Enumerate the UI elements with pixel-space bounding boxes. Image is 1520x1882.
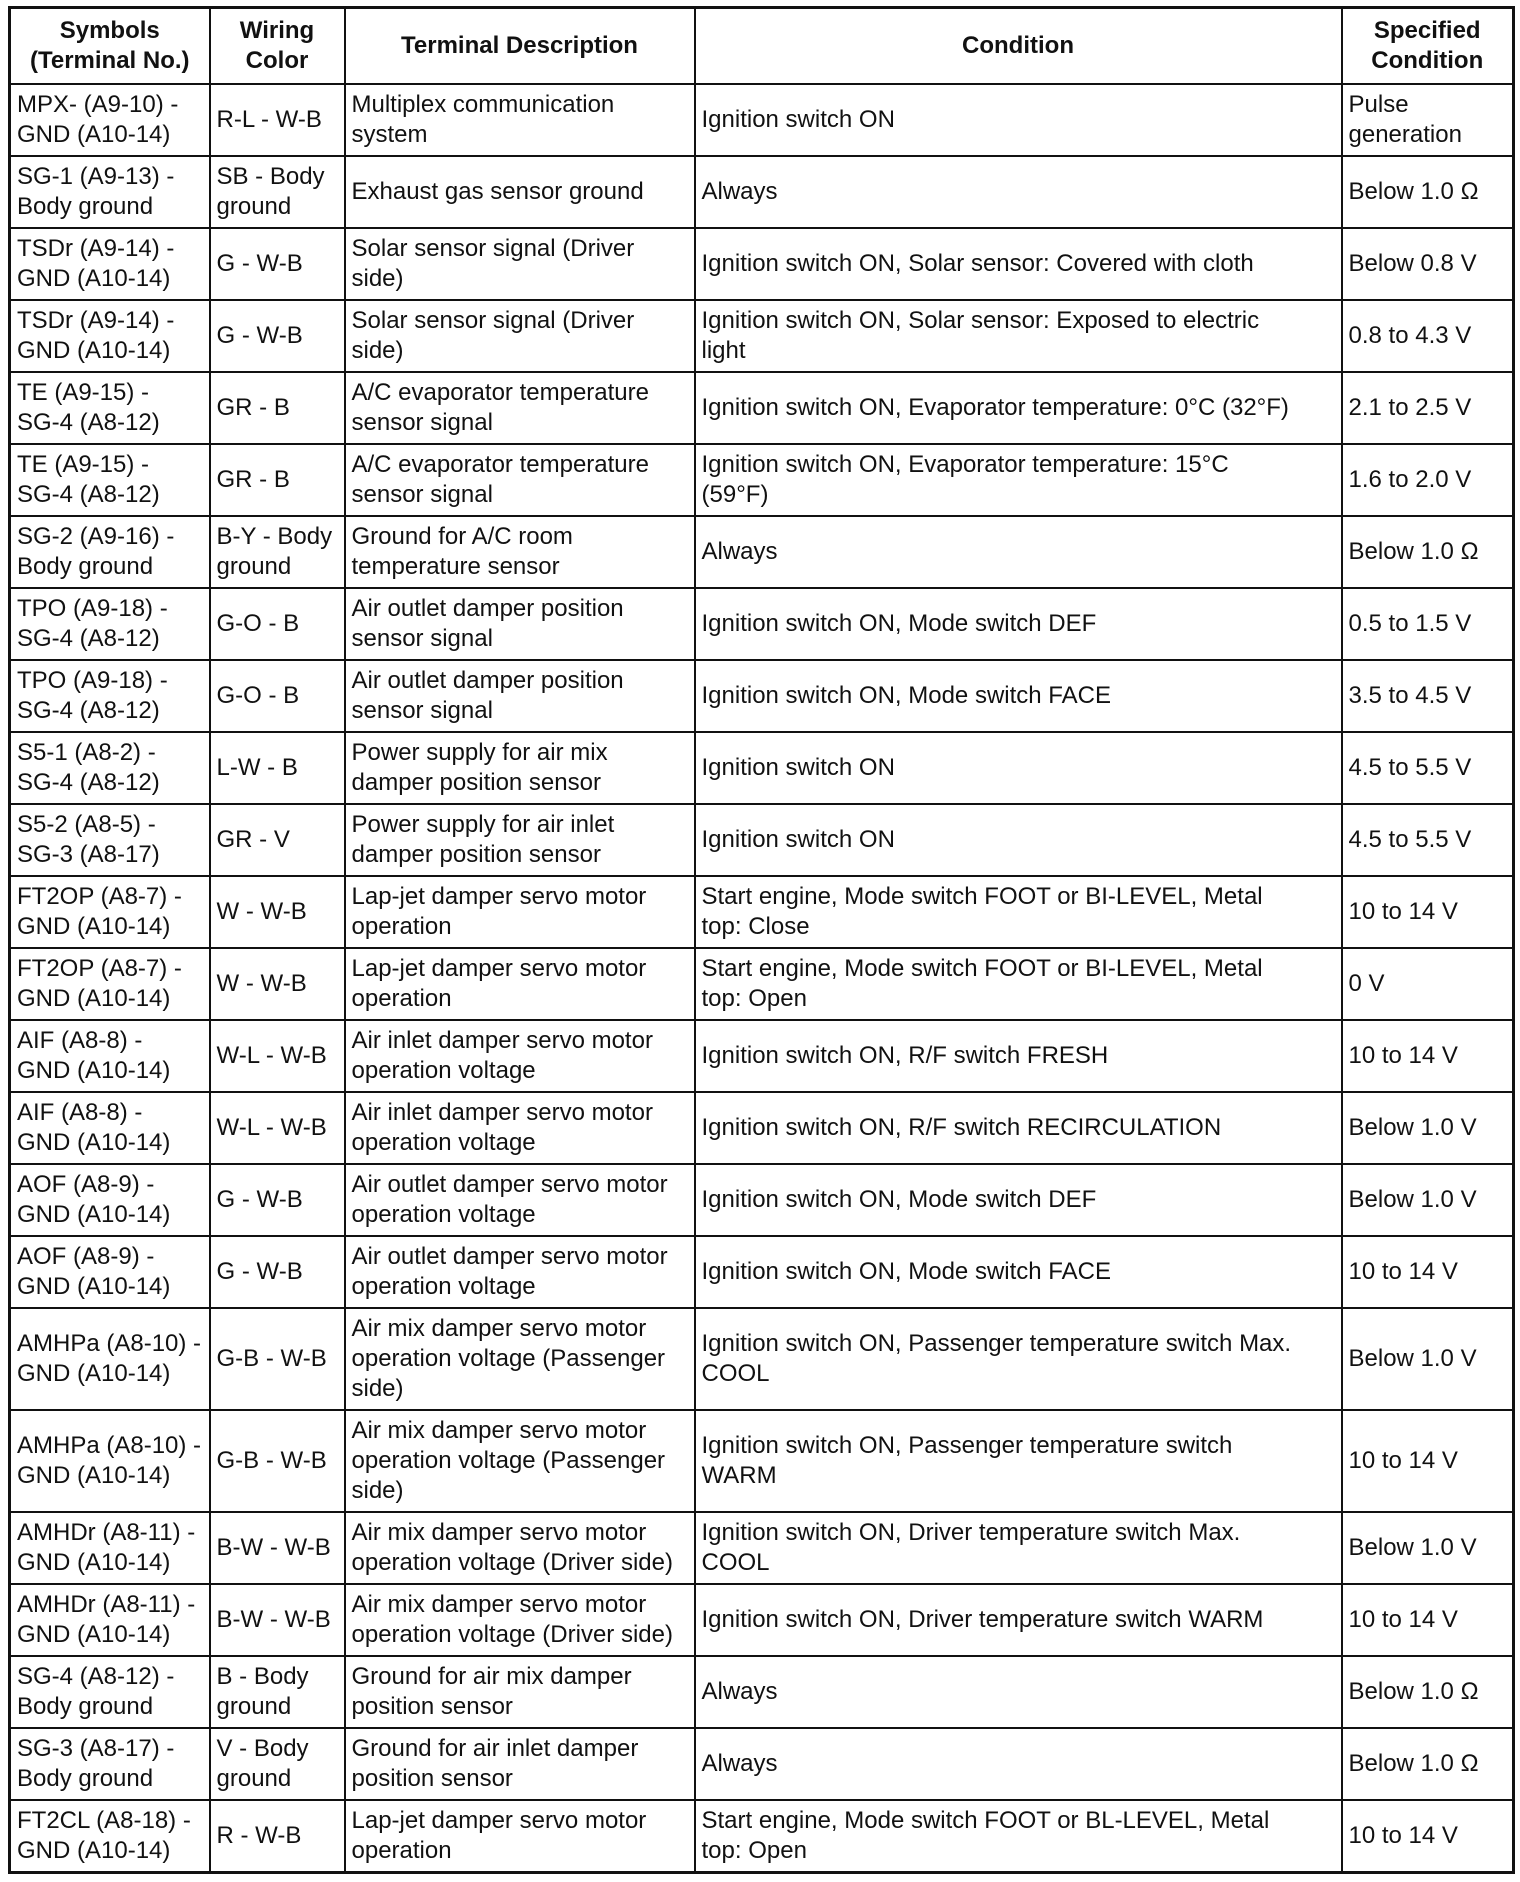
- cell-symbols: FT2CL (A8-18) - GND (A10-14): [10, 1800, 210, 1872]
- header-condition: Condition: [695, 8, 1342, 85]
- cell-symbols: AOF (A8-9) - GND (A10-14): [10, 1236, 210, 1308]
- cell-terminal-description: Air outlet damper position sensor signal: [345, 588, 695, 660]
- cell-terminal-description: Air mix damper servo motor operation voltage (Driver side): [345, 1584, 695, 1656]
- table-header: [10, 8, 1514, 85]
- cell-terminal-description: Solar sensor signal (Driver side): [345, 300, 695, 372]
- cell-specified-condition: Below 1.0 Ω: [1342, 1728, 1514, 1800]
- cell-specified-condition: 1.6 to 2.0 V: [1342, 444, 1514, 516]
- header-symbols: Symbols (Terminal No.): [10, 8, 210, 85]
- cell-specified-condition: 0 V: [1342, 948, 1514, 1020]
- table-row: [10, 1164, 1514, 1236]
- table-row: [10, 948, 1514, 1020]
- cell-terminal-description: Air outlet damper servo motor operation voltage: [345, 1236, 695, 1308]
- cell-wiring-color: GR - B: [210, 444, 345, 516]
- table-row: [10, 228, 1514, 300]
- cell-specified-condition: 10 to 14 V: [1342, 1800, 1514, 1872]
- cell-symbols: TSDr (A9-14) - GND (A10-14): [10, 300, 210, 372]
- cell-specified-condition: 10 to 14 V: [1342, 1020, 1514, 1092]
- table-row: [10, 1236, 1514, 1308]
- table-row: [10, 876, 1514, 948]
- cell-terminal-description: Air mix damper servo motor operation voltage (Passenger side): [345, 1308, 695, 1410]
- cell-terminal-description: Air inlet damper servo motor operation voltage: [345, 1092, 695, 1164]
- cell-terminal-description: A/C evaporator temperature sensor signal: [345, 372, 695, 444]
- cell-terminal-description: Power supply for air inlet damper position sensor: [345, 804, 695, 876]
- cell-symbols: AMHPa (A8-10) - GND (A10-14): [10, 1308, 210, 1410]
- header-wiring-color: Wiring Color: [210, 8, 345, 85]
- cell-condition: Ignition switch ON, R/F switch RECIRCULATION: [695, 1092, 1342, 1164]
- cell-specified-condition: Below 1.0 Ω: [1342, 156, 1514, 228]
- cell-wiring-color: G - W-B: [210, 228, 345, 300]
- cell-wiring-color: G-B - W-B: [210, 1410, 345, 1512]
- cell-condition: Start engine, Mode switch FOOT or BI-LEVEL, Metal top: Close: [695, 876, 1342, 948]
- cell-wiring-color: B-Y - Body ground: [210, 516, 345, 588]
- cell-wiring-color: B-W - W-B: [210, 1512, 345, 1584]
- header-row: [10, 8, 1514, 85]
- cell-symbols: SG-1 (A9-13) - Body ground: [10, 156, 210, 228]
- cell-terminal-description: Air outlet damper servo motor operation voltage: [345, 1164, 695, 1236]
- cell-symbols: AMHDr (A8-11) - GND (A10-14): [10, 1584, 210, 1656]
- cell-symbols: SG-4 (A8-12) - Body ground: [10, 1656, 210, 1728]
- cell-wiring-color: SB - Body ground: [210, 156, 345, 228]
- cell-specified-condition: Below 1.0 V: [1342, 1164, 1514, 1236]
- cell-condition: Ignition switch ON, Passenger temperature switch WARM: [695, 1410, 1342, 1512]
- cell-wiring-color: G-O - B: [210, 660, 345, 732]
- table-row: [10, 1512, 1514, 1584]
- table-row: [10, 1092, 1514, 1164]
- cell-terminal-description: Air outlet damper position sensor signal: [345, 660, 695, 732]
- cell-wiring-color: R - W-B: [210, 1800, 345, 1872]
- table-row: [10, 372, 1514, 444]
- cell-condition: Ignition switch ON, R/F switch FRESH: [695, 1020, 1342, 1092]
- cell-wiring-color: G - W-B: [210, 1236, 345, 1308]
- table-row: [10, 1728, 1514, 1800]
- table-row: [10, 660, 1514, 732]
- cell-wiring-color: W-L - W-B: [210, 1020, 345, 1092]
- cell-symbols: SG-3 (A8-17) - Body ground: [10, 1728, 210, 1800]
- cell-wiring-color: R-L - W-B: [210, 84, 345, 156]
- cell-condition: Ignition switch ON, Evaporator temperature: 0°C (32°F): [695, 372, 1342, 444]
- cell-specified-condition: 10 to 14 V: [1342, 1410, 1514, 1512]
- cell-wiring-color: GR - V: [210, 804, 345, 876]
- table-row: [10, 516, 1514, 588]
- cell-wiring-color: V - Body ground: [210, 1728, 345, 1800]
- cell-terminal-description: Lap-jet damper servo motor operation: [345, 948, 695, 1020]
- cell-condition: Always: [695, 156, 1342, 228]
- cell-terminal-description: Lap-jet damper servo motor operation: [345, 876, 695, 948]
- cell-specified-condition: Below 0.8 V: [1342, 228, 1514, 300]
- cell-specified-condition: 4.5 to 5.5 V: [1342, 732, 1514, 804]
- cell-condition: Ignition switch ON, Mode switch FACE: [695, 660, 1342, 732]
- cell-specified-condition: Below 1.0 V: [1342, 1092, 1514, 1164]
- cell-condition: Ignition switch ON, Driver temperature switch WARM: [695, 1584, 1342, 1656]
- cell-terminal-description: Exhaust gas sensor ground: [345, 156, 695, 228]
- cell-terminal-description: Solar sensor signal (Driver side): [345, 228, 695, 300]
- cell-symbols: AOF (A8-9) - GND (A10-14): [10, 1164, 210, 1236]
- cell-terminal-description: A/C evaporator temperature sensor signal: [345, 444, 695, 516]
- cell-specified-condition: 10 to 14 V: [1342, 876, 1514, 948]
- cell-condition: Start engine, Mode switch FOOT or BI-LEVEL, Metal top: Open: [695, 948, 1342, 1020]
- cell-symbols: AMHDr (A8-11) - GND (A10-14): [10, 1512, 210, 1584]
- table-row: [10, 1656, 1514, 1728]
- cell-condition: Always: [695, 1656, 1342, 1728]
- cell-terminal-description: Ground for A/C room temperature sensor: [345, 516, 695, 588]
- cell-condition: Ignition switch ON, Passenger temperature switch Max. COOL: [695, 1308, 1342, 1410]
- cell-condition: Ignition switch ON: [695, 804, 1342, 876]
- cell-symbols: TE (A9-15) - SG-4 (A8-12): [10, 444, 210, 516]
- cell-condition: Ignition switch ON, Mode switch DEF: [695, 588, 1342, 660]
- cell-wiring-color: W - W-B: [210, 876, 345, 948]
- table-row: [10, 588, 1514, 660]
- cell-symbols: AMHPa (A8-10) - GND (A10-14): [10, 1410, 210, 1512]
- cell-symbols: FT2OP (A8-7) - GND (A10-14): [10, 876, 210, 948]
- table-row: [10, 1800, 1514, 1872]
- cell-symbols: TPO (A9-18) - SG-4 (A8-12): [10, 588, 210, 660]
- table-row: [10, 444, 1514, 516]
- table-row: [10, 732, 1514, 804]
- table-row: [10, 300, 1514, 372]
- cell-condition: Always: [695, 516, 1342, 588]
- table-row: [10, 1410, 1514, 1512]
- cell-terminal-description: Air mix damper servo motor operation voltage (Driver side): [345, 1512, 695, 1584]
- cell-terminal-description: Ground for air inlet damper position sensor: [345, 1728, 695, 1800]
- cell-wiring-color: G - W-B: [210, 300, 345, 372]
- cell-symbols: SG-2 (A9-16) - Body ground: [10, 516, 210, 588]
- cell-specified-condition: 10 to 14 V: [1342, 1236, 1514, 1308]
- cell-wiring-color: G - W-B: [210, 1164, 345, 1236]
- terminal-spec-sheet: [8, 6, 1512, 1874]
- cell-wiring-color: B-W - W-B: [210, 1584, 345, 1656]
- cell-specified-condition: Below 1.0 V: [1342, 1512, 1514, 1584]
- cell-symbols: TSDr (A9-14) - GND (A10-14): [10, 228, 210, 300]
- cell-specified-condition: 0.8 to 4.3 V: [1342, 300, 1514, 372]
- cell-symbols: MPX- (A9-10) - GND (A10-14): [10, 84, 210, 156]
- cell-specified-condition: Below 1.0 Ω: [1342, 516, 1514, 588]
- cell-specified-condition: Pulse generation: [1342, 84, 1514, 156]
- cell-specified-condition: 0.5 to 1.5 V: [1342, 588, 1514, 660]
- table-row: [10, 1584, 1514, 1656]
- cell-wiring-color: G-B - W-B: [210, 1308, 345, 1410]
- cell-condition: Ignition switch ON: [695, 732, 1342, 804]
- cell-specified-condition: 3.5 to 4.5 V: [1342, 660, 1514, 732]
- terminal-spec-table: [8, 6, 1515, 1874]
- cell-specified-condition: Below 1.0 V: [1342, 1308, 1514, 1410]
- cell-wiring-color: G-O - B: [210, 588, 345, 660]
- cell-symbols: S5-2 (A8-5) - SG-3 (A8-17): [10, 804, 210, 876]
- table-row: [10, 1308, 1514, 1410]
- cell-wiring-color: L-W - B: [210, 732, 345, 804]
- cell-specified-condition: 4.5 to 5.5 V: [1342, 804, 1514, 876]
- cell-symbols: AIF (A8-8) - GND (A10-14): [10, 1092, 210, 1164]
- cell-wiring-color: GR - B: [210, 372, 345, 444]
- cell-specified-condition: 2.1 to 2.5 V: [1342, 372, 1514, 444]
- table-row: [10, 156, 1514, 228]
- cell-terminal-description: Air mix damper servo motor operation voltage (Passenger side): [345, 1410, 695, 1512]
- table-body: [10, 84, 1514, 1872]
- cell-specified-condition: 10 to 14 V: [1342, 1584, 1514, 1656]
- cell-terminal-description: Lap-jet damper servo motor operation: [345, 1800, 695, 1872]
- cell-condition: Ignition switch ON, Evaporator temperature: 15°C (59°F): [695, 444, 1342, 516]
- cell-symbols: TE (A9-15) - SG-4 (A8-12): [10, 372, 210, 444]
- table-row: [10, 804, 1514, 876]
- cell-condition: Always: [695, 1728, 1342, 1800]
- cell-condition: Ignition switch ON, Mode switch DEF: [695, 1164, 1342, 1236]
- cell-condition: Ignition switch ON, Solar sensor: Covered with cloth: [695, 228, 1342, 300]
- cell-terminal-description: Ground for air mix damper position sensor: [345, 1656, 695, 1728]
- cell-specified-condition: Below 1.0 Ω: [1342, 1656, 1514, 1728]
- cell-terminal-description: Multiplex communication system: [345, 84, 695, 156]
- cell-symbols: S5-1 (A8-2) - SG-4 (A8-12): [10, 732, 210, 804]
- cell-wiring-color: W - W-B: [210, 948, 345, 1020]
- cell-wiring-color: W-L - W-B: [210, 1092, 345, 1164]
- header-specified-condition: Specified Condition: [1342, 8, 1514, 85]
- cell-condition: Ignition switch ON, Driver temperature switch Max. COOL: [695, 1512, 1342, 1584]
- cell-symbols: TPO (A9-18) - SG-4 (A8-12): [10, 660, 210, 732]
- cell-terminal-description: Power supply for air mix damper position sensor: [345, 732, 695, 804]
- cell-condition: Start engine, Mode switch FOOT or BL-LEVEL, Metal top: Open: [695, 1800, 1342, 1872]
- cell-symbols: FT2OP (A8-7) - GND (A10-14): [10, 948, 210, 1020]
- cell-condition: Ignition switch ON, Solar sensor: Exposed to electric light: [695, 300, 1342, 372]
- cell-terminal-description: Air inlet damper servo motor operation voltage: [345, 1020, 695, 1092]
- cell-symbols: AIF (A8-8) - GND (A10-14): [10, 1020, 210, 1092]
- table-row: [10, 84, 1514, 156]
- cell-condition: Ignition switch ON, Mode switch FACE: [695, 1236, 1342, 1308]
- cell-wiring-color: B - Body ground: [210, 1656, 345, 1728]
- header-terminal-description: Terminal Description: [345, 8, 695, 85]
- table-row: [10, 1020, 1514, 1092]
- cell-condition: Ignition switch ON: [695, 84, 1342, 156]
